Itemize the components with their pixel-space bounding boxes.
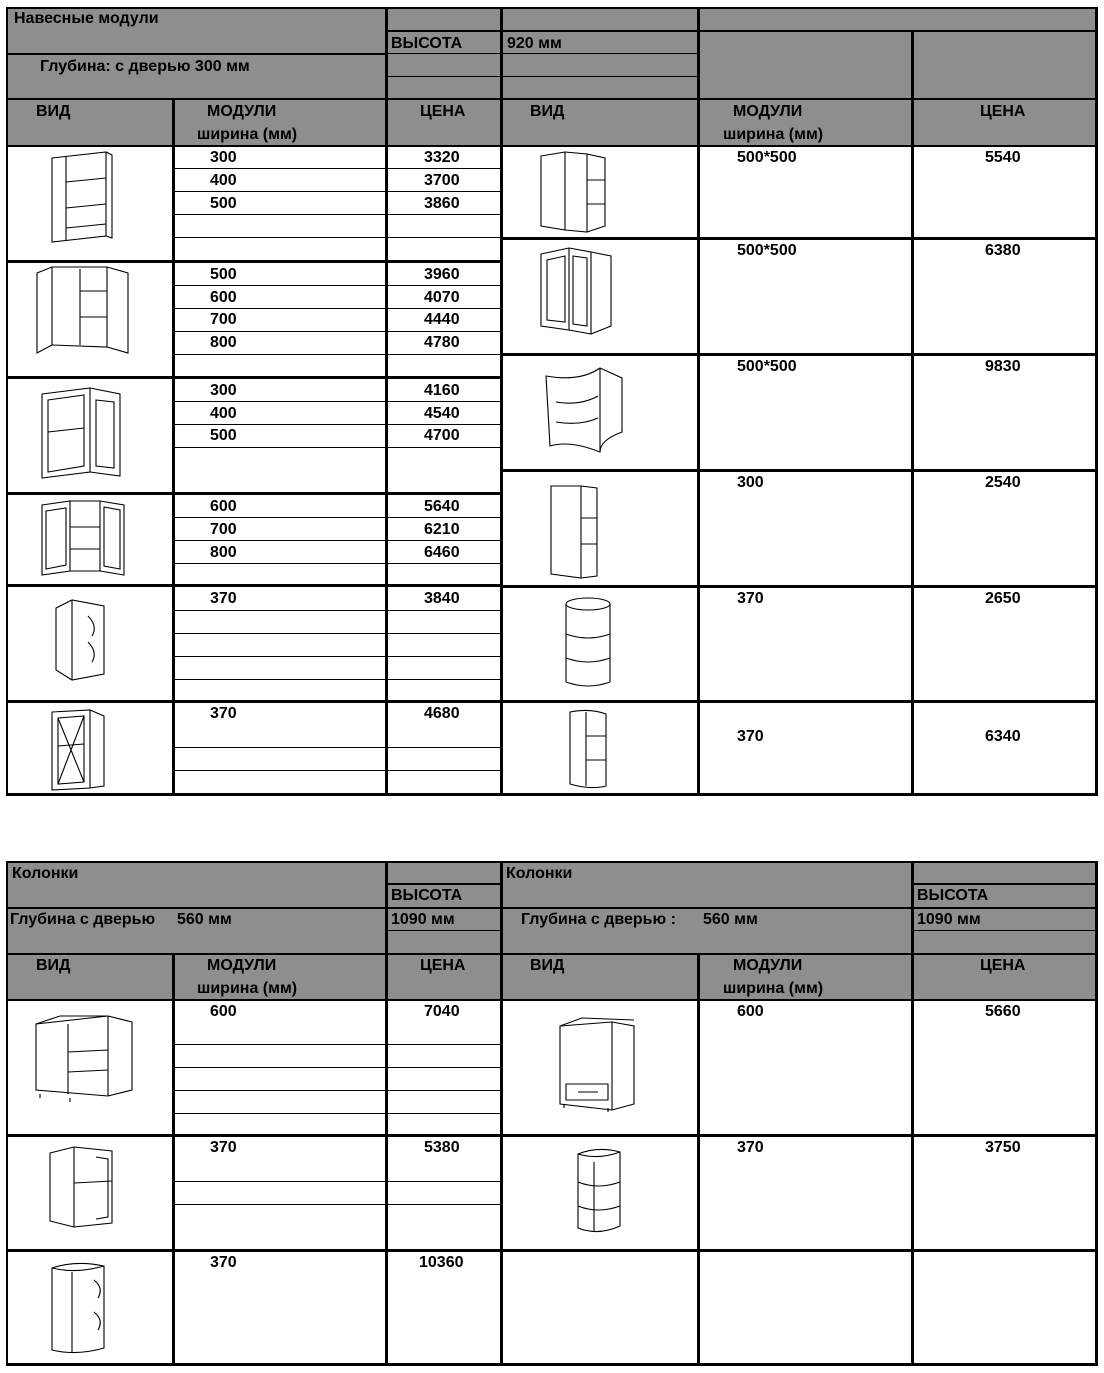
module-width: 400 — [210, 172, 237, 189]
module-price: 3320 — [424, 149, 460, 166]
round-open-shelf-icon — [558, 596, 618, 692]
end-column-shelf-icon — [568, 1144, 638, 1238]
col-header-price: ЦЕНА — [420, 103, 466, 120]
wall-cabinet-single-door-icon — [42, 150, 117, 250]
module-width: 600 — [737, 1003, 764, 1020]
section1-depth: Глубина: с дверью 300 мм — [40, 58, 250, 75]
section2-title-right: Колонки — [506, 865, 573, 882]
module-width: 370 — [737, 1139, 764, 1156]
module-price: 4440 — [424, 311, 460, 328]
module-width: 700 — [210, 521, 237, 538]
module-price: 5540 — [985, 149, 1021, 166]
module-price: 6210 — [424, 521, 460, 538]
section1-height-label: ВЫСОТА — [391, 35, 463, 52]
section2-depth-right-value: 560 мм — [703, 911, 758, 928]
section2-depth-right-label: Глубина с дверью : — [521, 911, 676, 928]
col-header-modules: МОДУЛИ — [207, 957, 277, 974]
module-price: 6340 — [985, 728, 1021, 745]
wall-cabinet-end-curved-icon — [52, 596, 112, 686]
module-width: 500 — [210, 195, 237, 212]
col-header-price-right: ЦЕНА — [980, 957, 1026, 974]
wall-cabinet-double-glass-door-icon — [36, 497, 131, 582]
section2-height-label-right: ВЫСОТА — [917, 887, 989, 904]
module-width: 600 — [210, 289, 237, 306]
section2-height-value: 1090 мм — [391, 911, 455, 928]
section2-depth-left-label: Глубина с дверью — [10, 911, 156, 928]
col-header-price-right: ЦЕНА — [980, 103, 1026, 120]
module-width: 370 — [210, 705, 237, 722]
section2-height-label: ВЫСОТА — [391, 887, 463, 904]
wall-cabinet-double-door-icon — [32, 265, 132, 365]
module-width: 500 — [210, 266, 237, 283]
module-width: 500 — [210, 427, 237, 444]
column-cabinet-single-door-icon — [46, 1143, 121, 1233]
open-shelf-icon — [545, 482, 607, 582]
end-open-shelf-icon — [560, 706, 620, 794]
module-price: 2540 — [985, 474, 1021, 491]
module-price: 4070 — [424, 289, 460, 306]
col-header-width-right: ширина (мм) — [723, 980, 824, 997]
module-width: 370 — [737, 590, 764, 607]
module-width: 370 — [210, 590, 237, 607]
module-width: 500*500 — [737, 358, 797, 375]
module-width: 800 — [210, 334, 237, 351]
module-price: 4160 — [424, 382, 460, 399]
col-header-width: ширина (мм) — [197, 980, 298, 997]
module-price: 3860 — [424, 195, 460, 212]
module-price: 2650 — [985, 590, 1021, 607]
module-width: 800 — [210, 544, 237, 561]
module-price: 4780 — [424, 334, 460, 351]
section1-title: Навесные модули — [14, 10, 159, 27]
module-price: 3750 — [985, 1139, 1021, 1156]
section2-height-value-right: 1090 мм — [917, 911, 981, 928]
corner-cabinet-glass-icon — [535, 246, 620, 341]
col-header-vid-right: ВИД — [530, 103, 565, 120]
module-price: 4680 — [424, 705, 460, 722]
column-cabinet-curved-icon — [46, 1258, 116, 1360]
section1-height-value: 920 мм — [507, 35, 562, 52]
col-header-modules-right: МОДУЛИ — [733, 103, 803, 120]
module-price: 6380 — [985, 242, 1021, 259]
module-width: 500*500 — [737, 242, 797, 259]
module-width: 300 — [210, 149, 237, 166]
oven-column-icon — [552, 1014, 642, 1114]
corner-cabinet-curved-icon — [540, 362, 630, 457]
module-width: 600 — [210, 1003, 237, 1020]
module-price: 6460 — [424, 544, 460, 561]
section2-title-left: Колонки — [12, 865, 79, 882]
module-price: 4540 — [424, 405, 460, 422]
module-price: 9830 — [985, 358, 1021, 375]
col-header-modules: МОДУЛИ — [207, 103, 277, 120]
col-header-vid: ВИД — [36, 957, 71, 974]
module-price: 3960 — [424, 266, 460, 283]
module-price: 5640 — [424, 498, 460, 515]
module-price: 10360 — [419, 1254, 464, 1271]
module-width: 370 — [210, 1139, 237, 1156]
module-price: 4700 — [424, 427, 460, 444]
col-header-modules-right: МОДУЛИ — [733, 957, 803, 974]
module-width: 300 — [210, 382, 237, 399]
module-width: 300 — [737, 474, 764, 491]
col-header-width-right: ширина (мм) — [723, 126, 824, 143]
module-width: 400 — [210, 405, 237, 422]
corner-cabinet-icon — [535, 150, 615, 238]
module-width: 370 — [210, 1254, 237, 1271]
col-header-vid-right: ВИД — [530, 957, 565, 974]
module-price: 5380 — [424, 1139, 460, 1156]
col-header-vid: ВИД — [36, 103, 71, 120]
module-width: 370 — [737, 728, 764, 745]
col-header-width: ширина (мм) — [197, 126, 298, 143]
wall-cabinet-end-glass-icon — [46, 706, 111, 794]
wall-cabinet-glass-door-icon — [36, 386, 126, 486]
module-width: 500*500 — [737, 149, 797, 166]
module-price: 5660 — [985, 1003, 1021, 1020]
col-header-price: ЦЕНА — [420, 957, 466, 974]
section2-depth-left-value: 560 мм — [177, 911, 232, 928]
column-cabinet-double-door-icon — [30, 1010, 140, 1105]
module-price: 3700 — [424, 172, 460, 189]
module-width: 600 — [210, 498, 237, 515]
module-price: 7040 — [424, 1003, 460, 1020]
module-price: 3840 — [424, 590, 460, 607]
module-width: 700 — [210, 311, 237, 328]
